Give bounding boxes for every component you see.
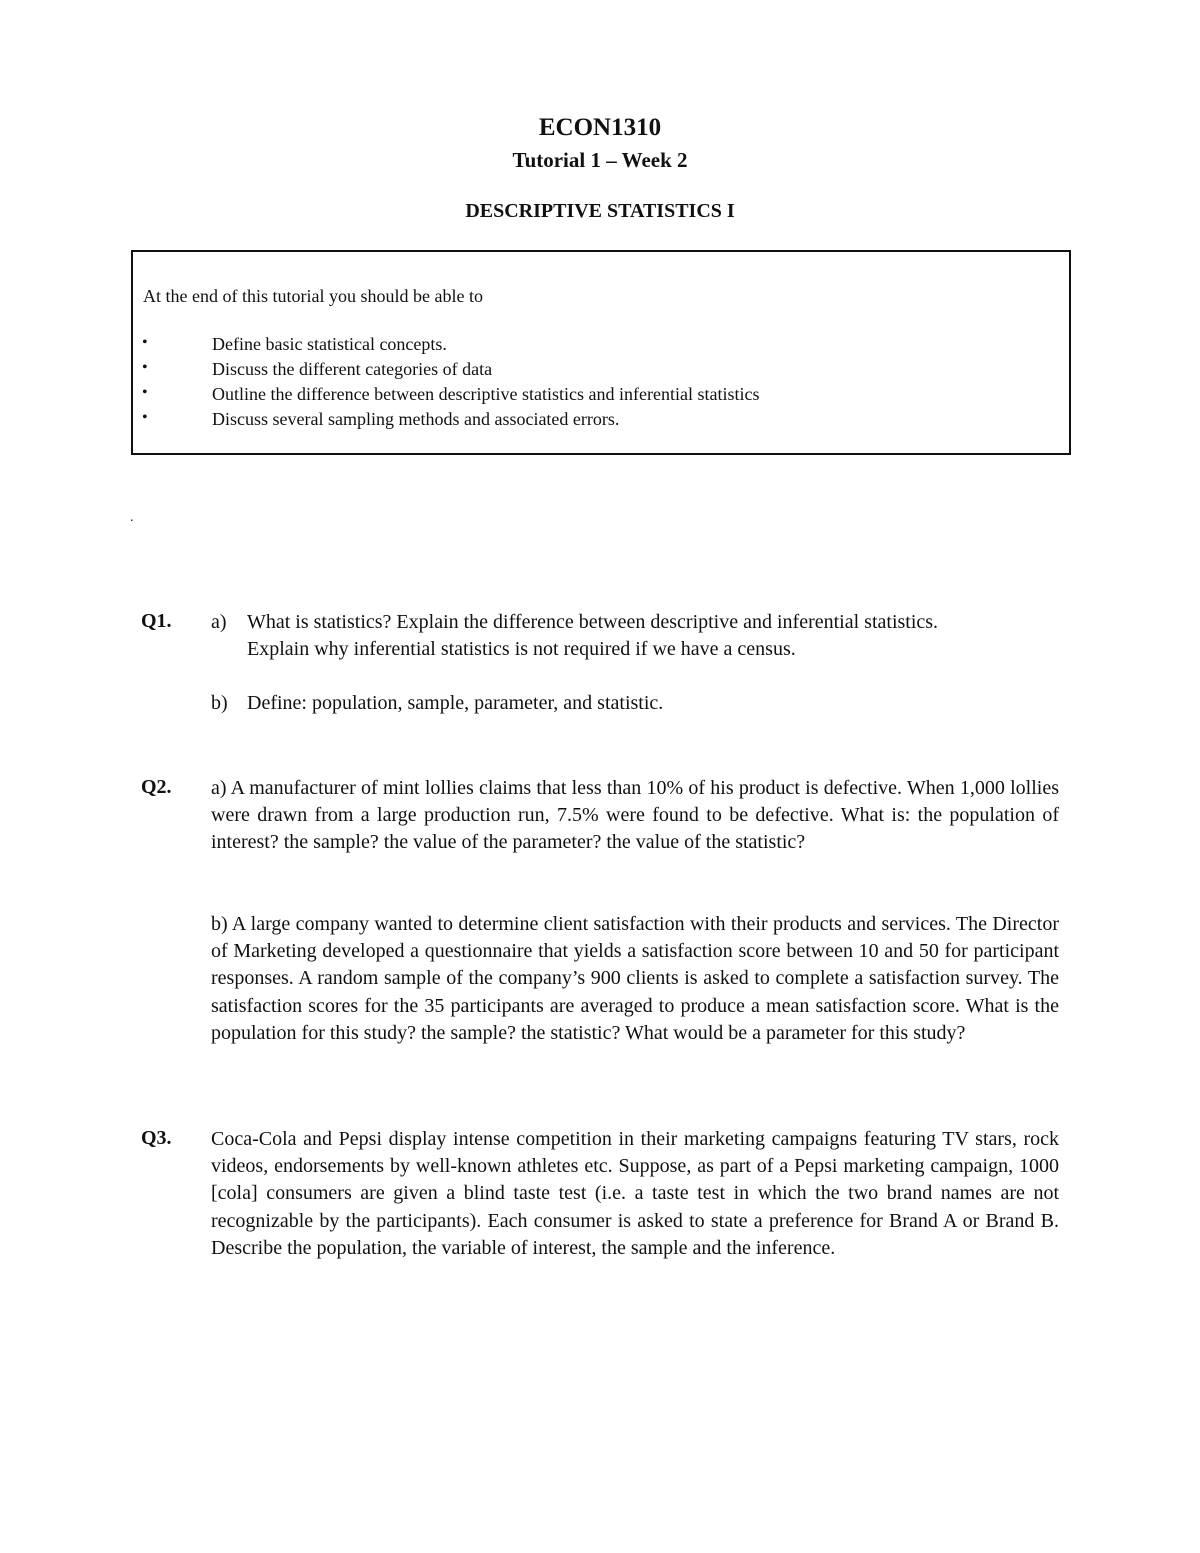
stray-mark: . [130, 510, 134, 525]
question-1a-letter: a) [211, 611, 227, 633]
bullet-icon: • [142, 384, 148, 401]
question-3-text: Coca-Cola and Pepsi display intense competition in their marketing campaigns featuring TV stars, rock videos, endorsements by well-known athletes etc. Suppose, as part of a Pepsi marketing campaign, 1000 [cola] consumers are given a blind taste test (i.e. a taste test in which the two brand names are not recognizable by the participants). Each consumer is asked to state a preference for Brand A or Brand B. Describe the population, the variable of interest, the sample and the inference. [211, 1128, 1059, 1259]
question-1-body [211, 609, 1059, 718]
bullet-icon: • [142, 409, 148, 426]
question-1b-line [211, 690, 1059, 717]
objective-text: Discuss several sampling methods and associated errors. [212, 409, 620, 429]
question-1b-letter: b) [211, 692, 228, 715]
topic-title: DESCRIPTIVE STATISTICS I [465, 200, 735, 222]
question-2b-text: b) A large company wanted to determine client satisfaction with their products and services. The Director of Marketing developed a questionnaire that yields a satisfaction score between 10 and 50 for participant responses. A random sample of the company’s 900 clients is asked to complete a satisfaction survey. The satisfaction scores for the 35 participants are averaged to produce a mean satisfaction score. What is the population for this study? the sample? the statistic? What would be a parameter for this study? [211, 913, 1059, 1044]
question-1b-text: Define: population, sample, parameter, and statistic. [247, 692, 664, 715]
objective-text: Outline the difference between descriptive statistics and inferential statistics [212, 384, 760, 404]
question-1a-line-2: Explain why inferential statistics is not required if we have a census. [247, 638, 796, 661]
question-3-label: Q3. [141, 1127, 172, 1149]
question-2a-text: a) A manufacturer of mint lollies claims that less than 10% of his product is defective. When 1,000 lollies were drawn from a large production run, 7.5% were found to be defective. What is: the population of interest? the sample? the value of the parameter? the value of the statistic? [211, 777, 1059, 854]
objectives-intro: At the end of this tutorial you should be able to [143, 286, 483, 306]
tutorial-week-line: Tutorial 1 – Week 2 [512, 148, 688, 172]
objective-text: Discuss the different categories of data [212, 359, 493, 379]
bullet-icon: • [142, 359, 148, 376]
learning-objectives-box [131, 250, 1071, 455]
question-1a-text: What is statistics? Explain the difference between descriptive and inferential statistics. [247, 611, 939, 633]
question-2-label: Q2. [141, 776, 172, 798]
bullet-icon: • [142, 334, 148, 351]
question-1a-line-1 [211, 609, 1059, 636]
question-1-label: Q1. [141, 610, 172, 632]
objective-text: Define basic statistical concepts. [212, 334, 447, 354]
course-code: ECON1310 [538, 114, 662, 141]
